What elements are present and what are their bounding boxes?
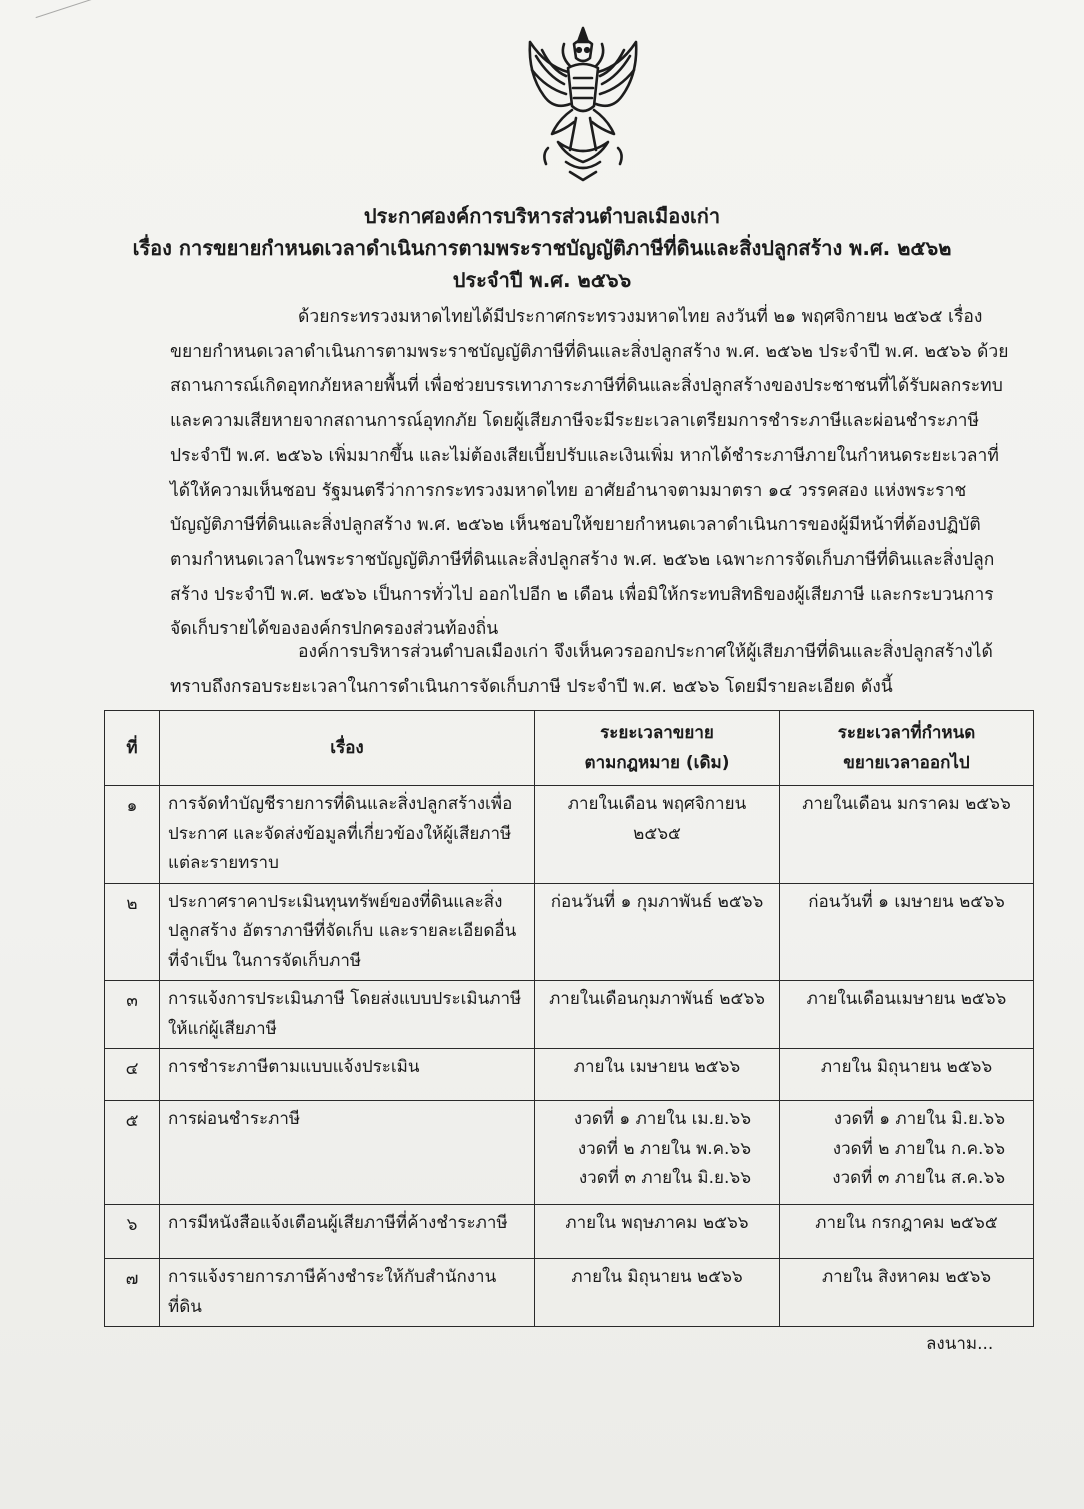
header-extended-line1: ระยะเวลาที่กำหนด	[837, 723, 976, 743]
row-subject: การผ่อนชำระภาษี	[160, 1101, 535, 1205]
row-original-line: ภายในเดือนกุมภาพันธ์ ๒๕๖๖	[549, 989, 765, 1009]
row-original	[535, 1049, 780, 1101]
body-paragraph-2: องค์การบริหารส่วนตำบลเมืองเก่า จึงเห็นควรออกประกาศให้ผู้เสียภาษีที่ดินและสิ่งปลูกสร้างได้ทราบถึงกรอบระยะเวลาในการดำเนินการจัดเก็บภาษี ประจำปี พ.ศ. ๒๕๖๖ โดยมีรายละเอียด ดังนี้	[170, 642, 993, 697]
row-original-line: ภายใน พฤษภาคม ๒๕๖๖	[565, 1213, 749, 1233]
row-subject: การแจ้งการประเมินภาษี โดยส่งแบบประเมินภาษีให้แก่ผู้เสียภาษี	[160, 981, 535, 1049]
signature-continue: ลงนาม...	[926, 1334, 994, 1354]
row-no: ๖	[105, 1205, 160, 1259]
row-extended-line: ภายในเดือนเมษายน ๒๕๖๖	[806, 989, 1007, 1009]
row-original	[535, 981, 780, 1049]
row-original	[535, 786, 780, 884]
row-no: ๓	[105, 981, 160, 1049]
row-original-line: งวดที่ ๓ ภายใน มิ.ย.๖๖	[578, 1168, 751, 1188]
header-original-line2: ตามกฎหมาย (เดิม)	[584, 753, 730, 773]
row-extended-line: ภายในเดือน มกราคม ๒๕๖๖	[802, 794, 1011, 814]
announcement-subject: เรื่อง การขยายกำหนดเวลาดำเนินการตามพระราชบัญญัติภาษีที่ดินและสิ่งปลูกสร้าง พ.ศ. ๒๕๖๒	[132, 236, 952, 260]
garuda-emblem-icon	[508, 22, 658, 182]
row-subject: การจัดทำบัญชีรายการที่ดินและสิ่งปลูกสร้างเพื่อประกาศ และจัดส่งข้อมูลที่เกี่ยวข้องให้ผู้เสียภาษีแต่ละรายทราบ	[160, 786, 535, 884]
schedule-table	[104, 710, 1034, 1327]
table-row	[105, 1049, 1034, 1101]
row-extended-line: งวดที่ ๑ ภายใน มิ.ย.๖๖	[833, 1109, 1005, 1129]
row-subject: การชำระภาษีตามแบบแจ้งประเมิน	[160, 1049, 535, 1101]
header-no: ที่	[105, 711, 160, 786]
header-subject: เรื่อง	[160, 711, 535, 786]
row-original-line: งวดที่ ๒ ภายใน พ.ค.๖๖	[577, 1138, 751, 1159]
row-extended-line: ก่อนวันที่ ๑ เมษายน ๒๕๖๖	[808, 891, 1005, 912]
table-header-row	[105, 711, 1034, 786]
row-extended	[780, 1259, 1034, 1327]
table-row	[105, 1259, 1034, 1327]
row-extended	[780, 981, 1034, 1049]
row-original-line: ๒๕๖๕	[633, 823, 681, 844]
row-subject: ประกาศราคาประเมินทุนทรัพย์ของที่ดินและสิ่งปลูกสร้าง อัตราภาษีที่จัดเก็บ และรายละเอียดอื่นที่จำเป็น ในการจัดเก็บภาษี	[160, 883, 535, 981]
row-extended-line: งวดที่ ๓ ภายใน ส.ค.๖๖	[832, 1168, 1005, 1188]
row-original-line: ภายใน มิถุนายน ๒๕๖๖	[571, 1267, 743, 1287]
row-extended	[780, 786, 1034, 884]
row-extended-line: งวดที่ ๒ ภายใน ก.ค.๖๖	[832, 1138, 1005, 1159]
row-original-line: ภายใน เมษายน ๒๕๖๖	[573, 1057, 741, 1077]
row-extended-line: ภายใน กรกฎาคม ๒๕๖๕	[815, 1213, 998, 1233]
header-original-period	[535, 711, 780, 786]
row-extended-line: ภายใน มิถุนายน ๒๕๖๖	[820, 1057, 993, 1077]
row-extended	[780, 1205, 1034, 1259]
table-row	[105, 883, 1034, 981]
row-no: ๑	[105, 786, 160, 884]
paper-crease	[30, 0, 93, 18]
table-row	[105, 1101, 1034, 1205]
header-original-line1: ระยะเวลาขยาย	[600, 723, 714, 743]
row-original	[535, 1101, 780, 1205]
header-extended-period	[780, 711, 1034, 786]
row-no: ๒	[105, 883, 160, 981]
row-original-line: งวดที่ ๑ ภายใน เม.ย.๖๖	[573, 1109, 751, 1129]
row-no: ๗	[105, 1259, 160, 1327]
row-no: ๕	[105, 1101, 160, 1205]
announcement-year: ประจำปี พ.ศ. ๒๕๖๖	[452, 268, 632, 292]
row-original-line: ก่อนวันที่ ๑ กุมภาพันธ์ ๒๕๖๖	[550, 891, 764, 912]
header-extended-line2: ขยายเวลาออกไป	[843, 753, 970, 773]
row-subject: การมีหนังสือแจ้งเตือนผู้เสียภาษีที่ค้างชำระภาษี	[160, 1205, 535, 1259]
row-no: ๔	[105, 1049, 160, 1101]
row-extended	[780, 883, 1034, 981]
table-row	[105, 981, 1034, 1049]
row-original	[535, 1259, 780, 1327]
row-original	[535, 1205, 780, 1259]
row-original	[535, 883, 780, 981]
row-subject: การแจ้งรายการภาษีค้างชำระให้กับสำนักงานที่ดิน	[160, 1259, 535, 1327]
announcement-title: ประกาศองค์การบริหารส่วนตำบลเมืองเก่า	[363, 204, 721, 228]
body-paragraph-1: ด้วยกระทรวงมหาดไทยได้มีประกาศกระทรวงมหาดไทย ลงวันที่ ๒๑ พฤศจิกายน ๒๕๖๕ เรื่องขยายกำหนดเวลาดำเนินการตามพระราชบัญญัติภาษีที่ดินและสิ่งปลูกสร้าง พ.ศ. ๒๕๖๒ ประจำปี พ.ศ. ๒๕๖๖ ด้วยสถานการณ์เกิดอุทกภัยหลายพื้นที่ เพื่อช่วยบรรเทาภาระภาษีที่ดินและสิ่งปลูกสร้างของประชาชนที่ได้รับผลกระทบและความเสียหายจากสถานการณ์อุทกภัย โดยผู้เสียภาษีจะมีระยะเวลาเตรียมการชำระภาษีและผ่อนชำระภาษี ประจำปี พ.ศ. ๒๕๖๖ เพิ่มมากขึ้น และไม่ต้องเสียเบี้ยปรับและเงินเพิ่ม หากได้ชำระภาษีภายในกำหนดระยะเวลาที่ได้ให้ความเห็นชอบ รัฐมนตรีว่าการกระทรวงมหาดไทย อาศัยอำนาจตามมาตรา ๑๔ วรรคสอง แห่งพระราชบัญญัติภาษีที่ดินและสิ่งปลูกสร้าง พ.ศ. ๒๕๖๒ เห็นชอบให้ขยายกำหนดเวลาดำเนินการของผู้มีหน้าที่ต้องปฏิบัติตามกำหนดเวลาในพระราชบัญญัติภาษีที่ดินและสิ่งปลูกสร้าง พ.ศ. ๒๕๖๒ เฉพาะการจัดเก็บภาษีที่ดินและสิ่งปลูกสร้าง ประจำปี พ.ศ. ๒๕๖๖ เป็นการทั่วไป ออกไปอีก ๒ เดือน เพื่อมิให้กระทบสิทธิของผู้เสียภาษี และกระบวนการจัดเก็บรายได้ขององค์กรปกครองส่วนท้องถิ่น	[170, 307, 1009, 640]
row-extended-line: ภายใน สิงหาคม ๒๕๖๖	[821, 1267, 992, 1287]
table-row	[105, 786, 1034, 884]
row-extended	[780, 1049, 1034, 1101]
table-row	[105, 1205, 1034, 1259]
row-extended	[780, 1101, 1034, 1205]
row-original-line: ภายในเดือน พฤศจิกายน	[567, 794, 747, 814]
